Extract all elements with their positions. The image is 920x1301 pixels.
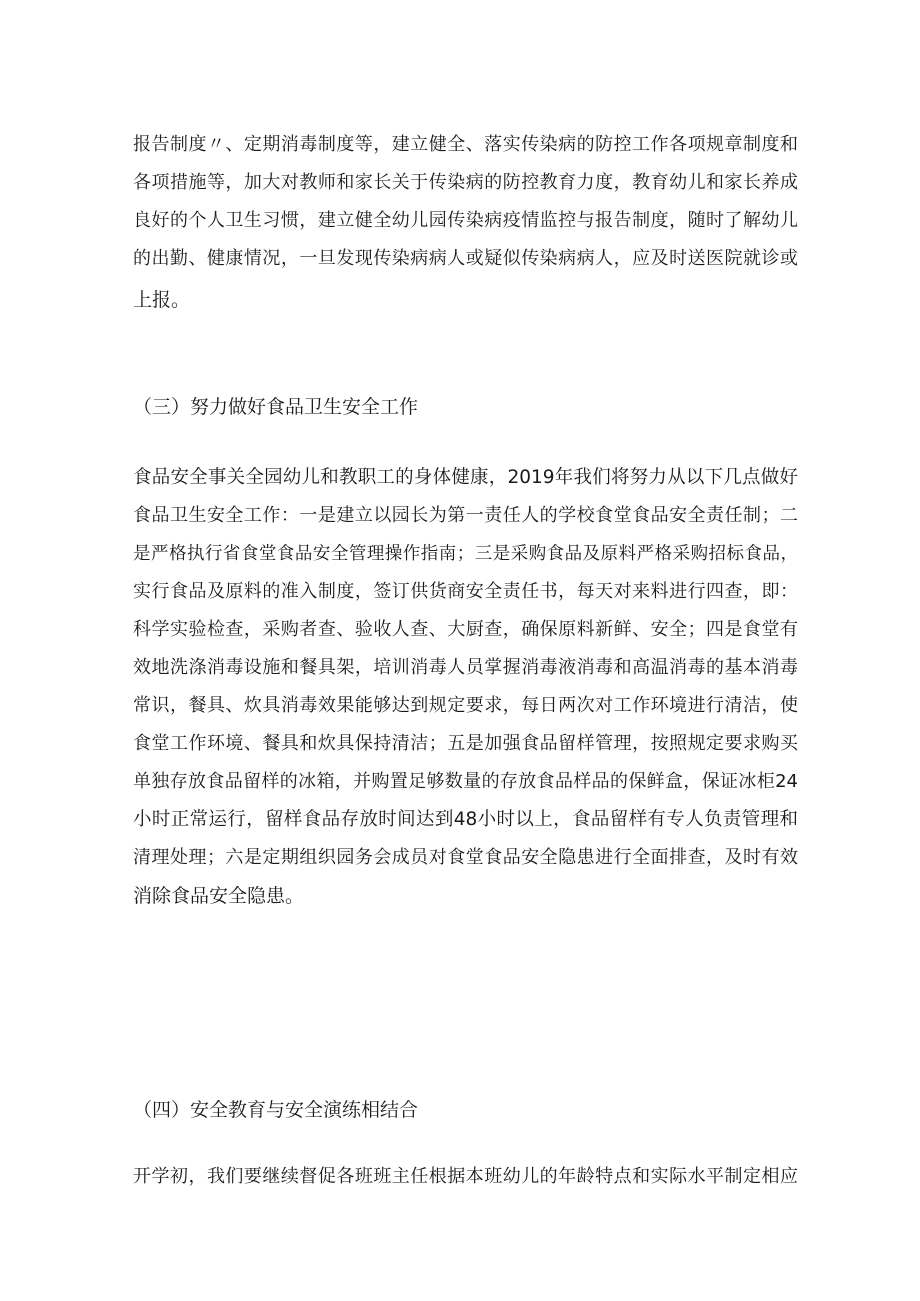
text-line: 良好的个人卫生习惯，建立健全幼儿园传染病疫情监控与报告制度，随时了解幼儿 xyxy=(133,210,798,231)
text-line: 食品安全事关全园幼儿和教职工的身体健康，2019年我们将努力从以下几点做好 xyxy=(133,467,798,488)
text-line: 消除食品安全隐患。 xyxy=(133,885,305,907)
text-line: 常识，餐具、炊具消毒效果能够达到规定要求，每日两次对工作环境进行清洁，使 xyxy=(133,695,798,716)
text-line: 上报。 xyxy=(133,289,191,311)
text-line: 实行食品及原料的准入制度，签订供货商安全责任书，每天对来料进行四查，即： xyxy=(133,581,798,602)
text-line: 的出勤、健康情况，一旦发现传染病病人或疑似传染病病人，应及时送医院就诊或 xyxy=(133,248,798,269)
text-line: 食堂工作环境、餐具和炊具保持清洁；五是加强食品留样管理，按照规定要求购买 xyxy=(133,733,798,754)
paragraph-food-safety xyxy=(133,459,798,915)
text-line: 清理处理；六是定期组织园务会成员对食堂食品安全隐患进行全面排查，及时有效 xyxy=(133,847,798,868)
text-line: 单独存放食品留样的冰箱，并购置足够数量的存放食品样品的保鲜盒，保证冰柜24 xyxy=(133,771,798,792)
section-heading-4: （四）安全教育与安全演练相结合 xyxy=(133,1099,419,1121)
section-heading-3: （三）努力做好食品卫生安全工作 xyxy=(133,396,419,418)
text-line: 各项措施等，加大对教师和家长关于传染病的防控教育力度，教育幼儿和家长养成 xyxy=(133,172,798,193)
text-line: 开学初，我们要继续督促各班班主任根据本班幼儿的年龄特点和实际水平制定相应 xyxy=(133,1166,798,1187)
text-line: 小时正常运行，留样食品存放时间达到48小时以上，食品留样有专人负责管理和 xyxy=(133,809,798,830)
text-line: 报告制度〃、定期消毒制度等，建立健全、落实传染病的防控工作各项规章制度和 xyxy=(133,134,798,155)
text-line: 效地洗涤消毒设施和餐具架，培训消毒人员掌握消毒液消毒和高温消毒的基本消毒 xyxy=(133,657,798,678)
text-line: 科学实验检查，采购者查、验收人查、大厨查，确保原料新鲜、安全；四是食堂有 xyxy=(133,619,798,640)
text-line: 食品卫生安全工作：一是建立以园长为第一责任人的学校食堂食品安全责任制；二 xyxy=(133,505,798,526)
text-line: 是严格执行省食堂食品安全管理操作指南；三是采购食品及原料严格采购招标食品， xyxy=(133,544,798,564)
paragraph-safety-education xyxy=(133,1158,798,1196)
paragraph-infection-control xyxy=(133,126,798,319)
